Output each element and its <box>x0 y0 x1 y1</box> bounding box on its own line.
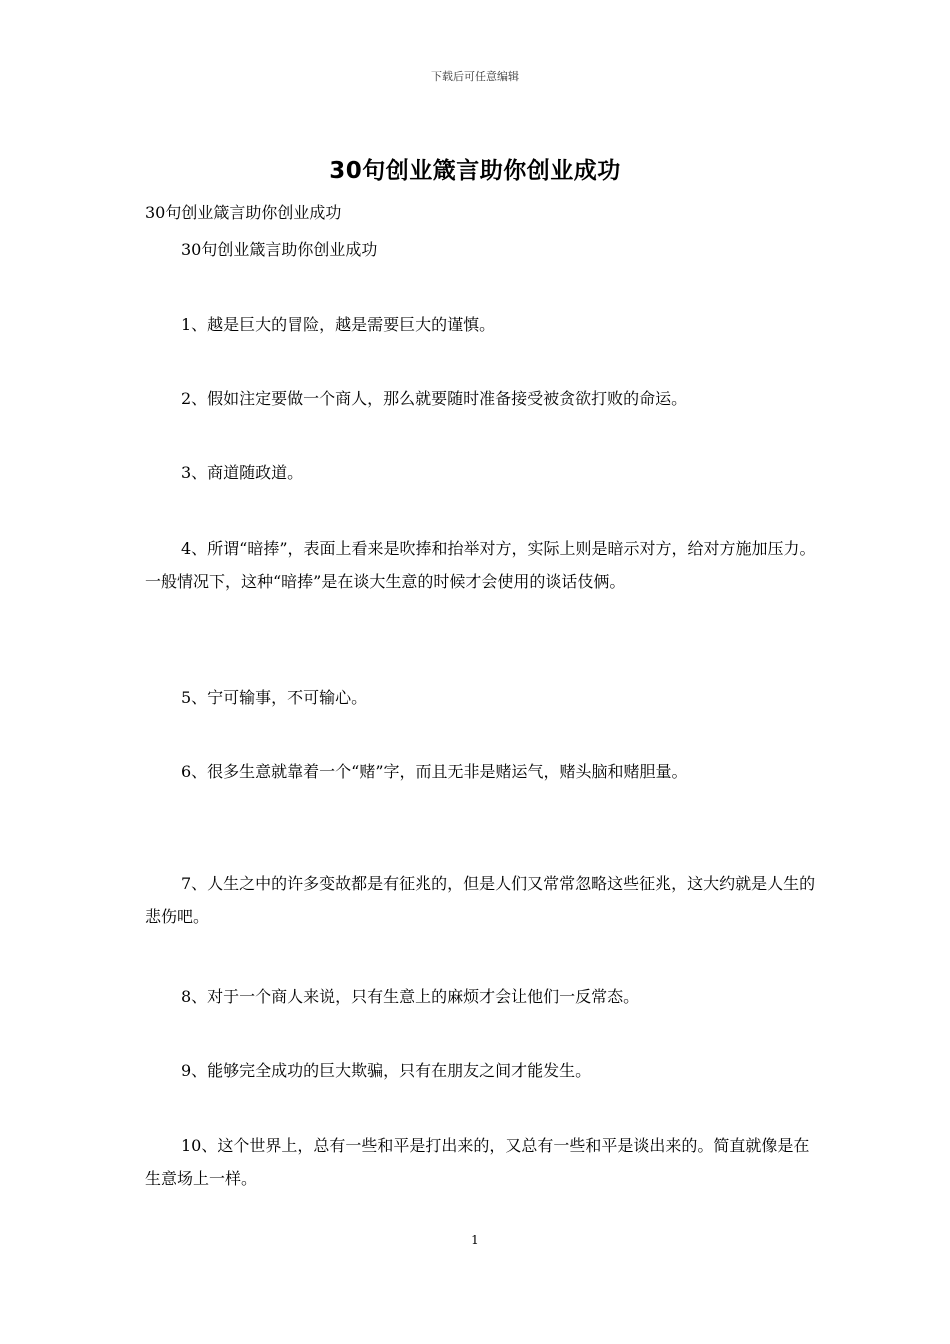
paragraph-4: 4、所谓“暗捧”，表面上看来是吹捧和抬举对方，实际上则是暗示对方，给对方施加压力。一般情况下，这种“暗捧”是在谈大生意的时候才会使用的谈话伎俩。 <box>145 539 816 591</box>
paragraph-9: 9、能够完全成功的巨大欺骗，只有在朋友之间才能发生。 <box>181 1061 592 1080</box>
paragraph-7: 7、人生之中的许多变故都是有征兆的，但是人们又常常忽略这些征兆，这大约就是人生的悲伤吧。 <box>145 874 816 926</box>
document-title: 30句创业箴言助你创业成功 <box>329 158 621 184</box>
page-header: 下载后可任意编辑 <box>431 70 519 83</box>
paragraph-2: 2、假如注定要做一个商人，那么就要随时准备接受被贪欲打败的命运。 <box>181 389 688 408</box>
page-number: 1 <box>471 1233 479 1247</box>
paragraph-10: 10、这个世界上，总有一些和平是打出来的，又总有一些和平是谈出来的。简直就像是在生意场上一样。 <box>145 1136 810 1188</box>
paragraph-6: 6、很多生意就靠着一个“赌”字，而且无非是赌运气，赌头脑和赌胆量。 <box>181 762 688 781</box>
paragraph-1: 1、越是巨大的冒险，越是需要巨大的谨慎。 <box>181 315 496 334</box>
document-subtitle: 30句创业箴言助你创业成功 <box>145 203 342 222</box>
paragraph-5: 5、宁可输事，不可输心。 <box>181 688 368 707</box>
paragraph-8: 8、对于一个商人来说，只有生意上的麻烦才会让他们一反常态。 <box>181 987 640 1006</box>
document-subtitle-indented: 30句创业箴言助你创业成功 <box>181 240 378 259</box>
paragraph-3: 3、商道随政道。 <box>181 463 304 482</box>
